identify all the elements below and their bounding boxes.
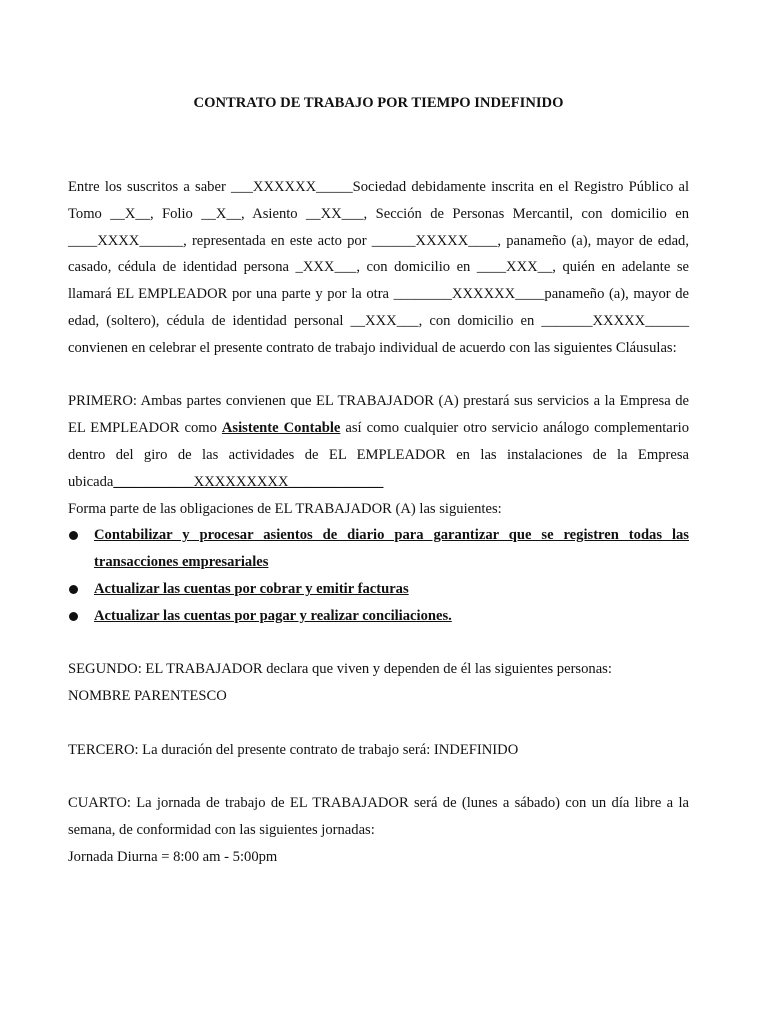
- dependents-columns: NOMBRE PARENTESCO: [68, 688, 227, 705]
- clause-primero-continuation: así como cualquier otro servicio análogo complementario dentro del giro de las actividades de EL EMPLEADOR en las instalaciones de la Empresa ubicada: [68, 420, 689, 490]
- duties-list: [68, 522, 689, 629]
- document-page: [68, 92, 689, 871]
- work-schedule: Jornada Diurna = 8:00 am - 5:00pm: [68, 848, 278, 865]
- clause-primero: [68, 388, 689, 495]
- clause-tercero: TERCERO: La duración del presente contrato de trabajo será: INDEFINIDO: [68, 741, 519, 758]
- list-item: [68, 603, 689, 630]
- intro-paragraph: Entre los suscritos a saber ___XXXXXX_____Sociedad debidamente inscrita en el Registro Público al Tomo __X__, Folio __X__, Asiento __XX___, Sección de Personas Mercantil, con domicilio en ____XXXX______, representada en este acto por ______XXXXX____, panameño (a), mayor de edad, casado, cédula de identidad persona _XXX___, con domicilio en ____XXX__, quién en adelante se llamará EL EMPLEADOR por una parte y por la otra ________XXXXXX____panameño (a), mayor de edad, (soltero), cédula de identidad personal __XXX___, con domicilio en _______XXXXX______ convienen en celebrar el presente contrato de trabajo individual de acuerdo con las siguientes Cláusulas:: [68, 179, 689, 356]
- duty-text: Actualizar las cuentas por pagar y realizar conciliaciones.: [94, 607, 452, 624]
- document-title: CONTRATO DE TRABAJO POR TIEMPO INDEFINIDO: [193, 95, 564, 111]
- bullet-icon: [69, 531, 78, 540]
- bullet-icon: [69, 612, 78, 621]
- list-item: [68, 522, 689, 576]
- duty-text: Actualizar las cuentas por cobrar y emitir facturas: [94, 580, 409, 597]
- duty-text: Contabilizar y procesar asientos de diario para garantizar que se registren todas las transacciones empresariales: [94, 527, 689, 571]
- company-address: ___________XXXXXXXXX_____________: [113, 473, 384, 490]
- bullet-icon: [69, 585, 78, 594]
- position-title: Asistente Contable: [221, 420, 341, 437]
- obligations-intro: Forma parte de las obligaciones de EL TRABAJADOR (A) las siguientes:: [68, 500, 502, 517]
- clause-primero-text: PRIMERO: Ambas partes convienen que EL TRABAJADOR (A) prestará sus servicios a la Empresa de EL EMPLEADOR como: [68, 393, 689, 437]
- clause-segundo: SEGUNDO: EL TRABAJADOR declara que viven y dependen de él las siguientes personas:: [68, 661, 612, 678]
- clause-cuarto: CUARTO: La jornada de trabajo de EL TRABAJADOR será de (lunes a sábado) con un día libre a la semana, de conformidad con las siguientes jornadas:: [68, 795, 689, 839]
- list-item: [68, 576, 689, 603]
